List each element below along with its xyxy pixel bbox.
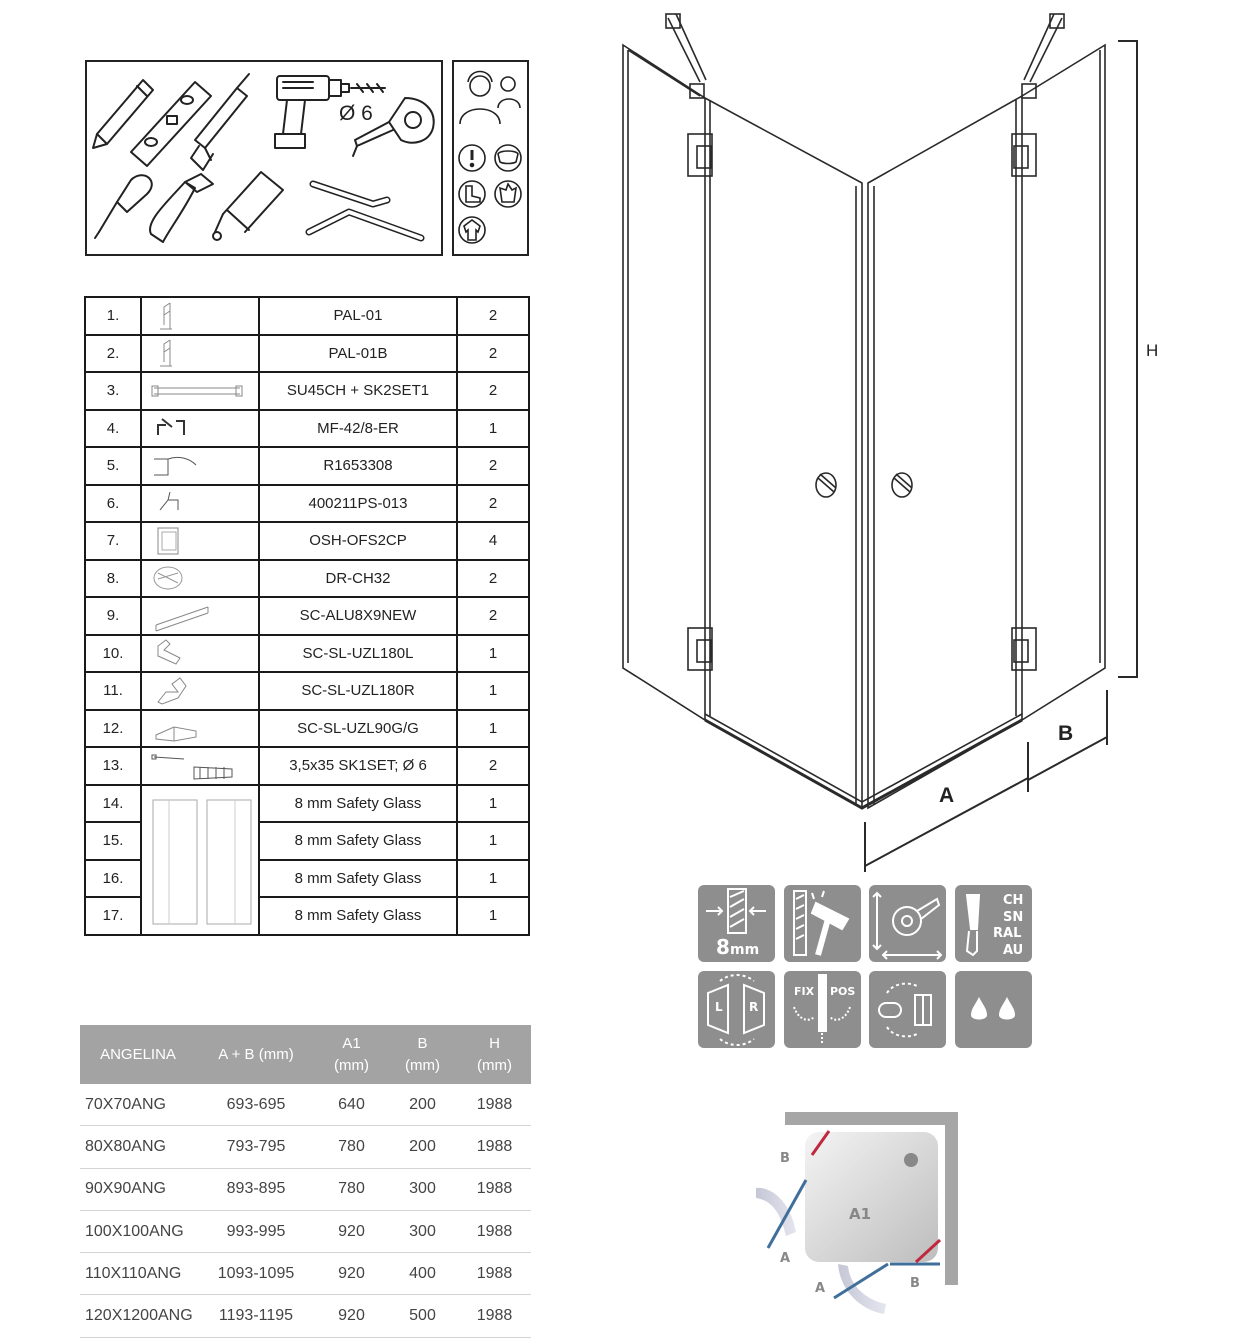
dimension-h: 1988 xyxy=(458,1210,531,1252)
width-a-label: A xyxy=(939,784,955,807)
parts-row xyxy=(85,672,529,710)
tray-label: A1 xyxy=(849,1205,872,1223)
part-code: PAL-01 xyxy=(259,297,457,335)
left-label: L xyxy=(715,1000,723,1014)
part-illustration xyxy=(141,372,259,410)
finish-au: AU xyxy=(1003,943,1024,958)
dimension-b: 300 xyxy=(387,1168,458,1210)
part-quantity: 1 xyxy=(457,410,529,448)
part-illustration xyxy=(141,447,259,485)
dimension-ab: 893-895 xyxy=(196,1168,316,1210)
part-code: SC-SL-UZL90G/G xyxy=(259,710,457,748)
base-profile xyxy=(705,720,1022,808)
door-knob-icon xyxy=(816,473,836,497)
finish-options-icon xyxy=(955,885,1032,962)
dimension-a1: 780 xyxy=(316,1168,387,1210)
door-knob-icon xyxy=(892,473,912,497)
dimension-h: 1988 xyxy=(458,1295,531,1337)
dimension-model: 90X90ANG xyxy=(80,1168,196,1210)
part-illustration xyxy=(141,297,259,335)
safety-illustration xyxy=(454,62,527,254)
part-number: 7. xyxy=(85,522,141,560)
parts-row xyxy=(85,747,529,785)
part-code: DR-CH32 xyxy=(259,560,457,598)
tools-illustration xyxy=(87,62,441,254)
part-illustration xyxy=(141,747,259,785)
part-number: 6. xyxy=(85,485,141,523)
header-ab: A + B (mm) xyxy=(196,1025,316,1084)
part-code: OSH-OFS2CP xyxy=(259,522,457,560)
parts-table xyxy=(84,296,530,936)
part-quantity: 2 xyxy=(457,560,529,598)
part-code: SU45CH + SK2SET1 xyxy=(259,372,457,410)
finish-ral: RAL xyxy=(993,926,1022,941)
part-quantity: 2 xyxy=(457,372,529,410)
header-a1: A1 (mm) xyxy=(316,1025,387,1084)
parts-row xyxy=(85,485,529,523)
spirit-level-icon xyxy=(131,82,211,166)
utility-knife-icon xyxy=(150,174,213,242)
dimension-model: 110X110ANG xyxy=(80,1253,196,1295)
base-profile-inner xyxy=(705,714,1022,802)
part-quantity: 4 xyxy=(457,522,529,560)
allen-key-icon xyxy=(309,184,421,238)
dimension-row xyxy=(80,1295,531,1337)
part-number: 13. xyxy=(85,747,141,785)
part-code: SC-SL-UZL180R xyxy=(259,672,457,710)
dimension-ab: 793-795 xyxy=(196,1126,316,1168)
part-code: MF-42/8-ER xyxy=(259,410,457,448)
dimension-model: 120X1200ANG xyxy=(80,1295,196,1337)
part-quantity: 2 xyxy=(457,297,529,335)
header-h: H (mm) xyxy=(458,1025,531,1084)
parts-row xyxy=(85,597,529,635)
plan-b-bottom-label: B xyxy=(910,1276,920,1291)
part-number: 15. xyxy=(85,822,141,860)
door-swing-icon xyxy=(869,971,946,1048)
dimension-row xyxy=(80,1210,531,1252)
part-number: 5. xyxy=(85,447,141,485)
finish-ch: CH xyxy=(1003,893,1024,908)
part-number: 12. xyxy=(85,710,141,748)
part-quantity: 2 xyxy=(457,447,529,485)
parts-row xyxy=(85,335,529,373)
hinge-icon xyxy=(688,134,712,176)
part-number: 14. xyxy=(85,785,141,823)
header-b: B (mm) xyxy=(387,1025,458,1084)
part-number: 2. xyxy=(85,335,141,373)
right-door-panel xyxy=(868,96,1022,808)
parts-row xyxy=(85,410,529,448)
dimension-ab: 1193-1195 xyxy=(196,1295,316,1337)
part-quantity: 2 xyxy=(457,597,529,635)
dimension-b: 200 xyxy=(387,1084,458,1126)
height-dimension-line xyxy=(1118,41,1137,677)
dimension-ab: 1093-1095 xyxy=(196,1253,316,1295)
fix-label: FIX xyxy=(794,985,815,998)
part-code: SC-SL-UZL180L xyxy=(259,635,457,673)
part-illustration xyxy=(141,672,259,710)
dimension-model: 100X100ANG xyxy=(80,1210,196,1252)
dimension-b: 500 xyxy=(387,1295,458,1337)
part-illustration xyxy=(141,335,259,373)
parts-row xyxy=(85,635,529,673)
dimension-row xyxy=(80,1253,531,1295)
dimension-ab: 993-995 xyxy=(196,1210,316,1252)
part-code: SC-ALU8X9NEW xyxy=(259,597,457,635)
part-quantity: 1 xyxy=(457,635,529,673)
goggles-icon xyxy=(495,145,521,171)
dimension-a1: 920 xyxy=(316,1295,387,1337)
plan-b-top-label: B xyxy=(780,1151,790,1166)
caution-icon xyxy=(459,145,485,171)
fix-pos-icon xyxy=(784,971,861,1048)
part-code: PAL-01B xyxy=(259,335,457,373)
part-code: 8 mm Safety Glass xyxy=(259,897,457,935)
wall-bracket-icon xyxy=(1022,14,1064,98)
left-door-panel xyxy=(705,98,862,808)
safety-panel xyxy=(452,60,529,256)
part-quantity: 2 xyxy=(457,485,529,523)
parts-row xyxy=(85,522,529,560)
part-code: 8 mm Safety Glass xyxy=(259,860,457,898)
part-number: 3. xyxy=(85,372,141,410)
glass-thickness-icon xyxy=(698,885,775,962)
dimension-b: 300 xyxy=(387,1210,458,1252)
part-code: 3,5x35 SK1SET; Ø 6 xyxy=(259,747,457,785)
part-quantity: 1 xyxy=(457,822,529,860)
part-number: 10. xyxy=(85,635,141,673)
glass-thickness-unit: mm xyxy=(730,942,760,958)
part-code: R1653308 xyxy=(259,447,457,485)
hinge-icon xyxy=(688,628,712,670)
part-quantity: 1 xyxy=(457,785,529,823)
dimension-row xyxy=(80,1168,531,1210)
part-illustration xyxy=(141,410,259,448)
left-door-line xyxy=(768,1180,806,1248)
enclosure-drawing xyxy=(600,0,1180,880)
protective-clothing-icon xyxy=(459,217,485,243)
silicone-gun-icon xyxy=(191,74,249,170)
dimension-h: 1988 xyxy=(458,1253,531,1295)
dimension-h: 1988 xyxy=(458,1126,531,1168)
part-illustration xyxy=(141,485,259,523)
dimension-ab: 693-695 xyxy=(196,1084,316,1126)
gloves-icon xyxy=(495,181,521,207)
parts-row xyxy=(85,560,529,598)
part-number: 17. xyxy=(85,897,141,935)
floor-plan xyxy=(740,1100,980,1330)
parts-row xyxy=(85,785,529,823)
part-number: 8. xyxy=(85,560,141,598)
part-quantity: 1 xyxy=(457,860,529,898)
glass-thickness-value: 8 xyxy=(716,935,730,959)
dimension-b: 200 xyxy=(387,1126,458,1168)
plan-a-bottom-label: A xyxy=(815,1281,826,1296)
measure-icon xyxy=(869,885,946,962)
pos-label: POS xyxy=(830,985,856,998)
part-code: 400211PS-013 xyxy=(259,485,457,523)
dimensions-table xyxy=(80,1025,531,1338)
part-quantity: 1 xyxy=(457,710,529,748)
parts-row xyxy=(85,372,529,410)
part-number: 11. xyxy=(85,672,141,710)
part-illustration xyxy=(141,710,259,748)
dimension-h: 1988 xyxy=(458,1168,531,1210)
reversible-icon xyxy=(698,971,775,1048)
tools-panel xyxy=(85,60,443,256)
dimension-model: 70X70ANG xyxy=(80,1084,196,1126)
part-number: 4. xyxy=(85,410,141,448)
dimension-a1: 920 xyxy=(316,1210,387,1252)
dimensions-header-row xyxy=(80,1025,531,1084)
right-label: R xyxy=(749,1000,759,1014)
part-illustration xyxy=(141,560,259,598)
part-quantity: 2 xyxy=(457,335,529,373)
parts-row xyxy=(85,710,529,748)
screwdriver-icon xyxy=(95,175,152,238)
hacksaw-icon xyxy=(213,172,283,240)
dimension-a1: 780 xyxy=(316,1126,387,1168)
part-number: 16. xyxy=(85,860,141,898)
plan-a-left-label: A xyxy=(780,1251,791,1266)
part-quantity: 1 xyxy=(457,672,529,710)
part-illustration xyxy=(141,635,259,673)
finish-sn: SN xyxy=(1003,910,1024,925)
part-number: 1. xyxy=(85,297,141,335)
part-code: 8 mm Safety Glass xyxy=(259,785,457,823)
dimension-h: 1988 xyxy=(458,1084,531,1126)
left-fixed-panel xyxy=(623,45,705,720)
dimension-row xyxy=(80,1126,531,1168)
header-model: ANGELINA xyxy=(80,1025,196,1084)
part-quantity: 1 xyxy=(457,897,529,935)
right-fixed-panel xyxy=(1022,45,1105,720)
water-repellent-icon xyxy=(955,971,1032,1048)
dimension-model: 80X80ANG xyxy=(80,1126,196,1168)
glass-panels-illustration xyxy=(141,785,259,935)
part-illustration xyxy=(141,522,259,560)
dimension-row xyxy=(80,1084,531,1126)
impact-resistant-icon xyxy=(784,885,861,962)
dimension-a1: 920 xyxy=(316,1253,387,1295)
drain-icon xyxy=(904,1153,918,1167)
dimension-b: 400 xyxy=(387,1253,458,1295)
shower-tray xyxy=(805,1132,938,1262)
height-label: H xyxy=(1146,341,1159,360)
door-swing-left xyxy=(756,1188,796,1236)
parts-row xyxy=(85,297,529,335)
two-installers-icon xyxy=(460,72,520,125)
part-quantity: 2 xyxy=(457,747,529,785)
part-number: 9. xyxy=(85,597,141,635)
width-b-label: B xyxy=(1058,722,1074,745)
part-code: 8 mm Safety Glass xyxy=(259,822,457,860)
parts-row xyxy=(85,447,529,485)
drill-bit-size: Ø 6 xyxy=(339,102,373,125)
safety-boots-icon xyxy=(459,181,485,207)
dimension-a1: 640 xyxy=(316,1084,387,1126)
part-illustration xyxy=(141,597,259,635)
